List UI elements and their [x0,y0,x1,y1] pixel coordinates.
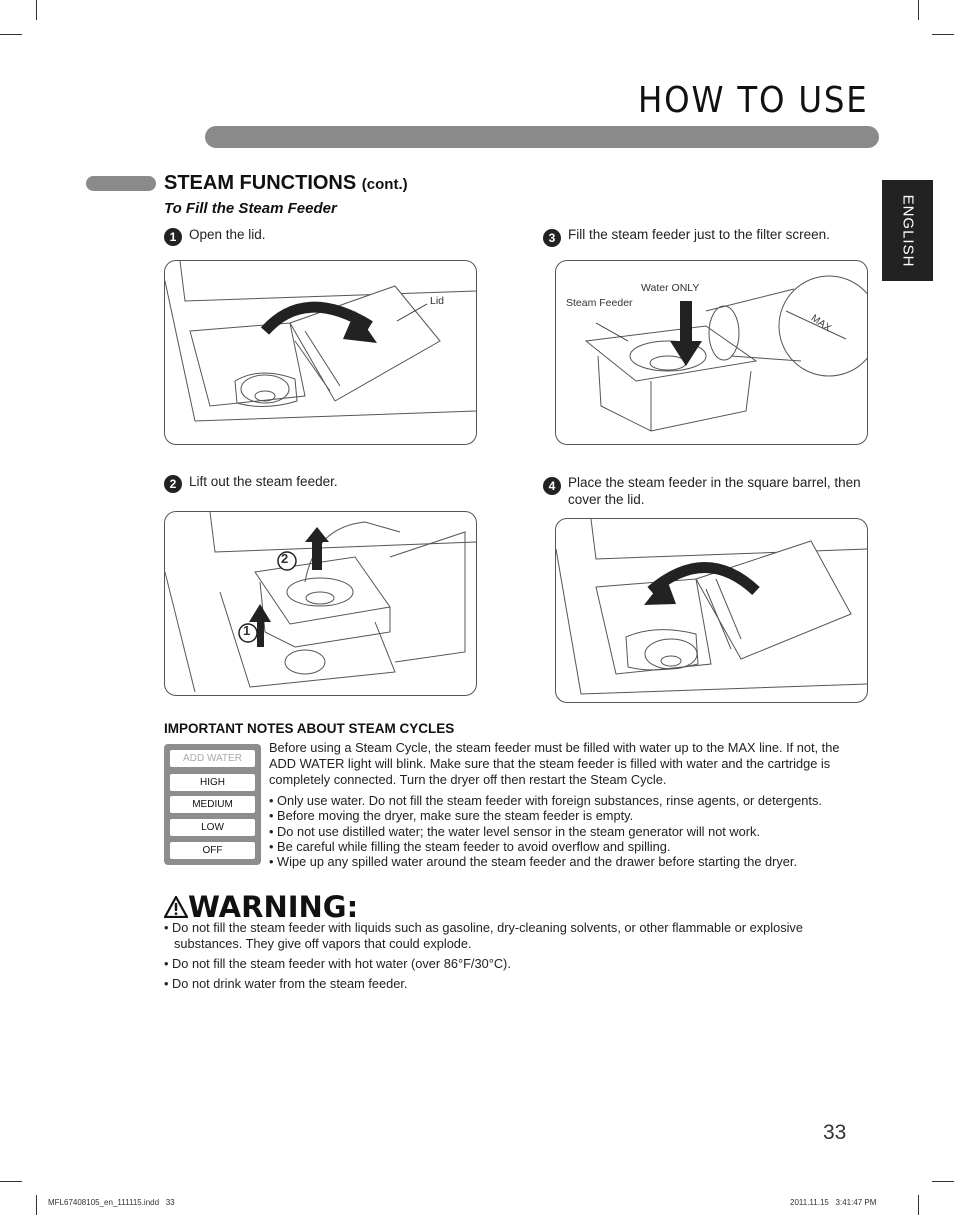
notes-bullet: • Only use water. Do not fill the steam feeder with foreign substances, rinse agents, or detergents. [269,793,822,808]
header-bar [205,126,879,148]
warning-bullet: • Do not fill the steam feeder with hot water (over 86°F/30°C). [164,956,511,971]
step-number-4: 4 [543,477,561,495]
footer-file-name: MFL67408105_en_111115.indd 33 [48,1198,175,1207]
water-only-label: Water ONLY [641,282,700,294]
marker-1: 1 [243,623,251,638]
crop-mark [918,0,919,20]
notes-bullet: • Be careful while filling the steam feeder to avoid overflow and spilling. [269,838,671,854]
notes-bullet-list [269,793,879,869]
notes-bullet: • Wipe up any spilled water around the steam feeder and the drawer before starting the dryer. [269,854,798,870]
lift-feeder-illustration [165,512,476,695]
lid-label: Lid [430,295,445,307]
figure-lift-feeder [164,511,477,696]
warning-title [164,890,358,924]
figure-open-lid [164,260,477,445]
warning-bullet: • Do not fill the steam feeder with liquids such as gasoline, dry-cleaning solvents, or other flammable or explosive substances. They give off vapors that could explode. [164,920,803,951]
control-panel [164,744,261,865]
marker-2: 2 [281,551,289,566]
section-marker [86,176,156,191]
warning-title-text: WARNING: [188,890,359,924]
add-water-indicator: ADD WATER [170,750,255,767]
warning-bullet-list [164,920,844,996]
sub-heading: To Fill the Steam Feeder [164,200,337,217]
section-title [164,172,408,195]
low-button: LOW [170,819,255,836]
notes-bullet: • Do not use distilled water; the water level sensor in the steam generator will not work. [269,823,760,839]
section-title-suffix: (cont.) [361,176,408,193]
fill-feeder-illustration [556,261,867,444]
replace-feeder-illustration [556,519,867,702]
page-number: 33 [823,1121,847,1144]
notes-bullet: • Before moving the dryer, make sure the steam feeder is empty. [269,808,634,824]
crop-mark [36,1195,37,1215]
step-number-3: 3 [543,229,561,247]
open-lid-illustration [165,261,476,444]
notes-paragraph: Before using a Steam Cycle, the steam feeder must be filled with water up to the MAX line. If not, the ADD WATER light will blink. Make sure that the steam feeder is filled with water and the cartridge is completely connected. Turn the dryer off then restart the Steam Cycle. [269,740,840,787]
crop-mark [0,34,22,35]
medium-button: MEDIUM [170,796,255,813]
crop-mark [918,1195,919,1215]
max-label: MAX [808,312,833,335]
footer-timestamp: 2011.11.15 3:41:47 PM [790,1198,877,1207]
notes-heading: IMPORTANT NOTES ABOUT STEAM CYCLES [164,721,455,736]
language-tab [882,180,933,281]
crop-mark [932,1181,954,1182]
figure-fill-feeder [555,260,868,445]
warning-icon [164,896,188,918]
step-text-3: Fill the steam feeder just to the filter screen. [568,227,830,242]
language-tab-label: ENGLISH [899,194,916,267]
step-text-1: Open the lid. [189,227,266,242]
off-button: OFF [170,842,255,859]
step-number-1: 1 [164,228,182,246]
warning-bullet: • Do not drink water from the steam feeder. [164,976,408,991]
step-text-4: Place the steam feeder in the square barrel, then cover the lid. [568,475,861,507]
crop-mark [36,0,37,20]
steam-feeder-label: Steam Feeder [566,297,633,309]
section-title-text: STEAM FUNCTIONS [164,172,357,194]
figure-replace-feeder [555,518,868,703]
page-title: HOW TO USE [638,80,869,121]
crop-mark [932,34,954,35]
high-button: HIGH [170,774,255,791]
step-number-2: 2 [164,475,182,493]
crop-mark [0,1181,22,1182]
step-text-2: Lift out the steam feeder. [189,474,338,489]
